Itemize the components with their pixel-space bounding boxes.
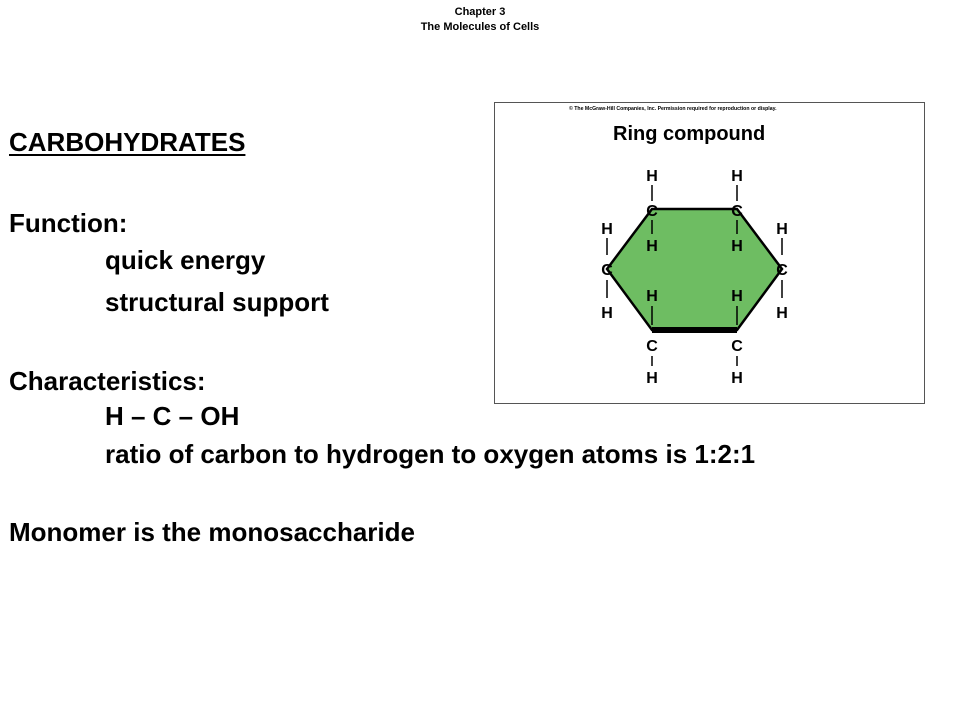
function-item: structural support — [105, 287, 329, 317]
carbon-atom: C — [601, 262, 613, 279]
carbon-atom: C — [646, 203, 658, 220]
hydrogen-atom: H — [776, 305, 788, 322]
ring-diagram — [495, 103, 926, 405]
chapter-label: Chapter 3 — [454, 6, 506, 18]
hydrogen-atom: H — [646, 238, 658, 255]
chapter-subtitle: The Molecules of Cells — [420, 21, 540, 33]
section-title: CARBOHYDRATES — [9, 127, 246, 157]
monomer-line: Monomer is the monosaccharide — [9, 517, 415, 547]
hydrogen-atom: H — [731, 370, 743, 387]
hydrogen-atom: H — [731, 288, 743, 305]
characteristic-item: ratio of carbon to hydrogen to oxygen atoms is 1:2:1 — [105, 439, 756, 469]
characteristics-heading: Characteristics: — [9, 366, 206, 396]
copyright-notice: © The McGraw-Hill Companies, Inc. Permission required for reproduction or display. — [569, 106, 777, 112]
carbon-atom: C — [731, 338, 743, 355]
function-heading: Function: — [9, 208, 128, 238]
characteristic-item: H – C – OH — [105, 401, 240, 431]
carbon-atom: C — [776, 262, 788, 279]
hydrogen-atom: H — [646, 370, 658, 387]
figure-title: Ring compound — [613, 123, 766, 145]
hydrogen-atom: H — [601, 305, 613, 322]
hydrogen-atom: H — [731, 238, 743, 255]
slide-header — [0, 5, 960, 35]
hydrogen-atom: H — [646, 168, 658, 185]
carbon-atom: C — [646, 338, 658, 355]
hydrogen-atom: H — [776, 221, 788, 238]
ring-compound-figure — [494, 102, 925, 404]
hydrogen-atom: H — [601, 221, 613, 238]
hydrogen-atom: H — [731, 168, 743, 185]
hydrogen-atom: H — [646, 288, 658, 305]
ring-shape — [607, 209, 782, 330]
carbon-atom: C — [731, 203, 743, 220]
function-item: quick energy — [105, 245, 266, 275]
